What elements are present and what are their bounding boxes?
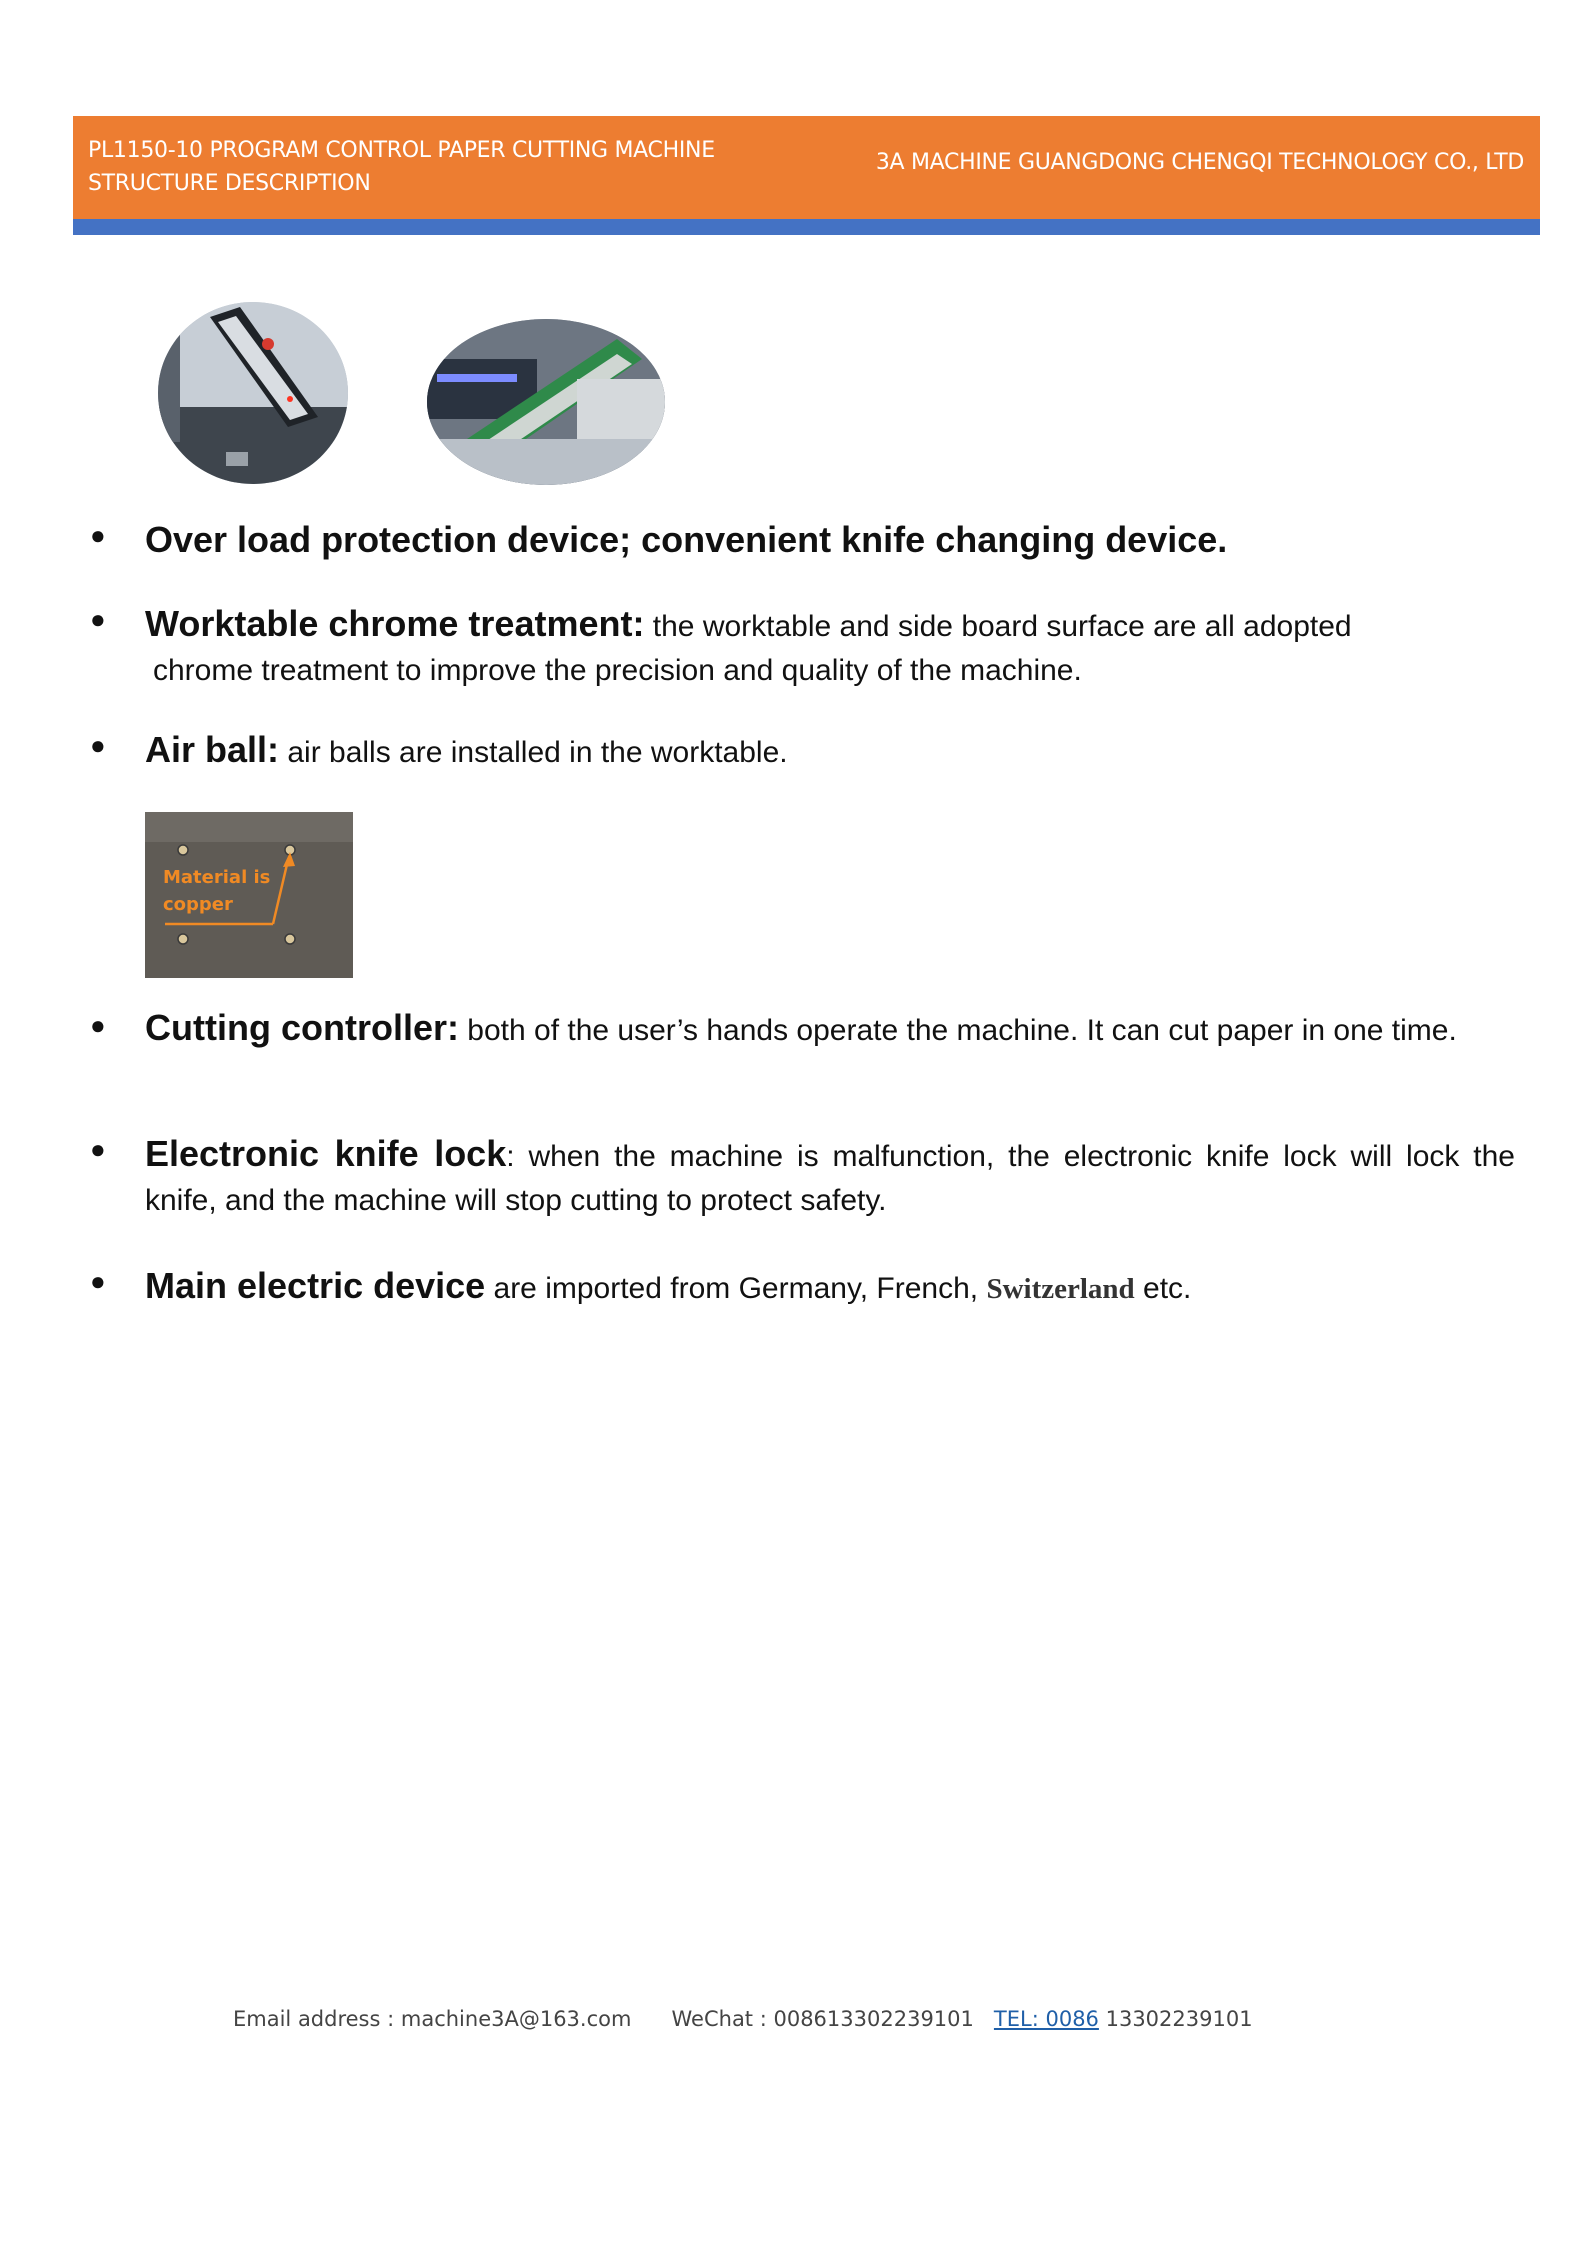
knife-changing-photo	[427, 319, 665, 485]
footer-tel-link[interactable]: TEL: 0086	[993, 2007, 1099, 2031]
bullet-icon: ●	[90, 604, 106, 634]
feature-main-electric-title: Main electric device	[145, 1265, 486, 1306]
header-title-line1: PL1150-10 PROGRAM CONTROL PAPER CUTTING MACHINE	[88, 138, 715, 163]
header-blue-bar	[73, 219, 1540, 235]
header-title-line2: STRUCTURE DESCRIPTION	[88, 171, 371, 196]
feature-air-ball	[90, 728, 1515, 775]
feature-main-electric-country: Switzerland	[986, 1273, 1135, 1305]
feature-cutting-controller-text: both of the user’s hands operate the machine. It can cut paper in one time.	[458, 1014, 1457, 1047]
bullet-icon: ●	[90, 1266, 106, 1296]
feature-chrome-title: Worktable chrome treatment:	[145, 603, 645, 644]
feature-overload	[90, 518, 1515, 565]
feature-knife-lock-title: Electronic knife lock	[145, 1133, 507, 1174]
bullet-icon: ●	[90, 1010, 106, 1040]
bullet-icon: ●	[90, 730, 106, 760]
feature-chrome	[90, 602, 1515, 693]
bullet-icon: ●	[90, 1134, 106, 1164]
footer-wechat: WeChat : 008613302239101	[671, 2007, 974, 2031]
feature-chrome-text-line2: chrome treatment to improve the precision and quality of the machine.	[153, 654, 1082, 687]
footer-tel-number: 13302239101	[1098, 2007, 1253, 2031]
feature-knife-lock	[90, 1132, 1515, 1223]
feature-air-ball-title: Air ball:	[145, 729, 280, 770]
feature-main-electric	[90, 1264, 1515, 1311]
overload-protection-photo	[158, 302, 348, 484]
feature-cutting-controller	[90, 1008, 1515, 1051]
feature-overload-title: Over load protection device; convenient knife changing device.	[145, 519, 1228, 560]
feature-cutting-controller-title: Cutting controller:	[145, 1007, 459, 1048]
feature-chrome-text: the worktable and side board surface are all adopted	[644, 610, 1352, 643]
copper-annotation-line1: Material is	[163, 867, 271, 888]
contact-footer	[233, 2007, 1253, 2031]
copper-annotation	[163, 864, 270, 918]
bullet-icon: ●	[90, 520, 106, 550]
feature-main-electric-text-end: etc.	[1134, 1272, 1192, 1305]
header-title	[88, 134, 715, 200]
feature-knife-lock-text: : when the machine is malfunction, the electronic knife lock will lock the knife, and the machine will stop cutting to protect safety.	[145, 1140, 1515, 1217]
feature-air-ball-text: air balls are installed in the worktable.	[279, 736, 788, 769]
header-company: 3A MACHINE GUANGDONG CHENGQI TECHNOLOGY CO., LTD	[875, 150, 1524, 175]
copper-annotation-line2: copper	[163, 894, 233, 915]
feature-main-electric-text: are imported from Germany, French,	[485, 1272, 987, 1305]
page-header	[73, 116, 1540, 219]
air-ball-photo	[145, 812, 353, 978]
footer-email: Email address : machine3A@163.com	[233, 2007, 632, 2031]
